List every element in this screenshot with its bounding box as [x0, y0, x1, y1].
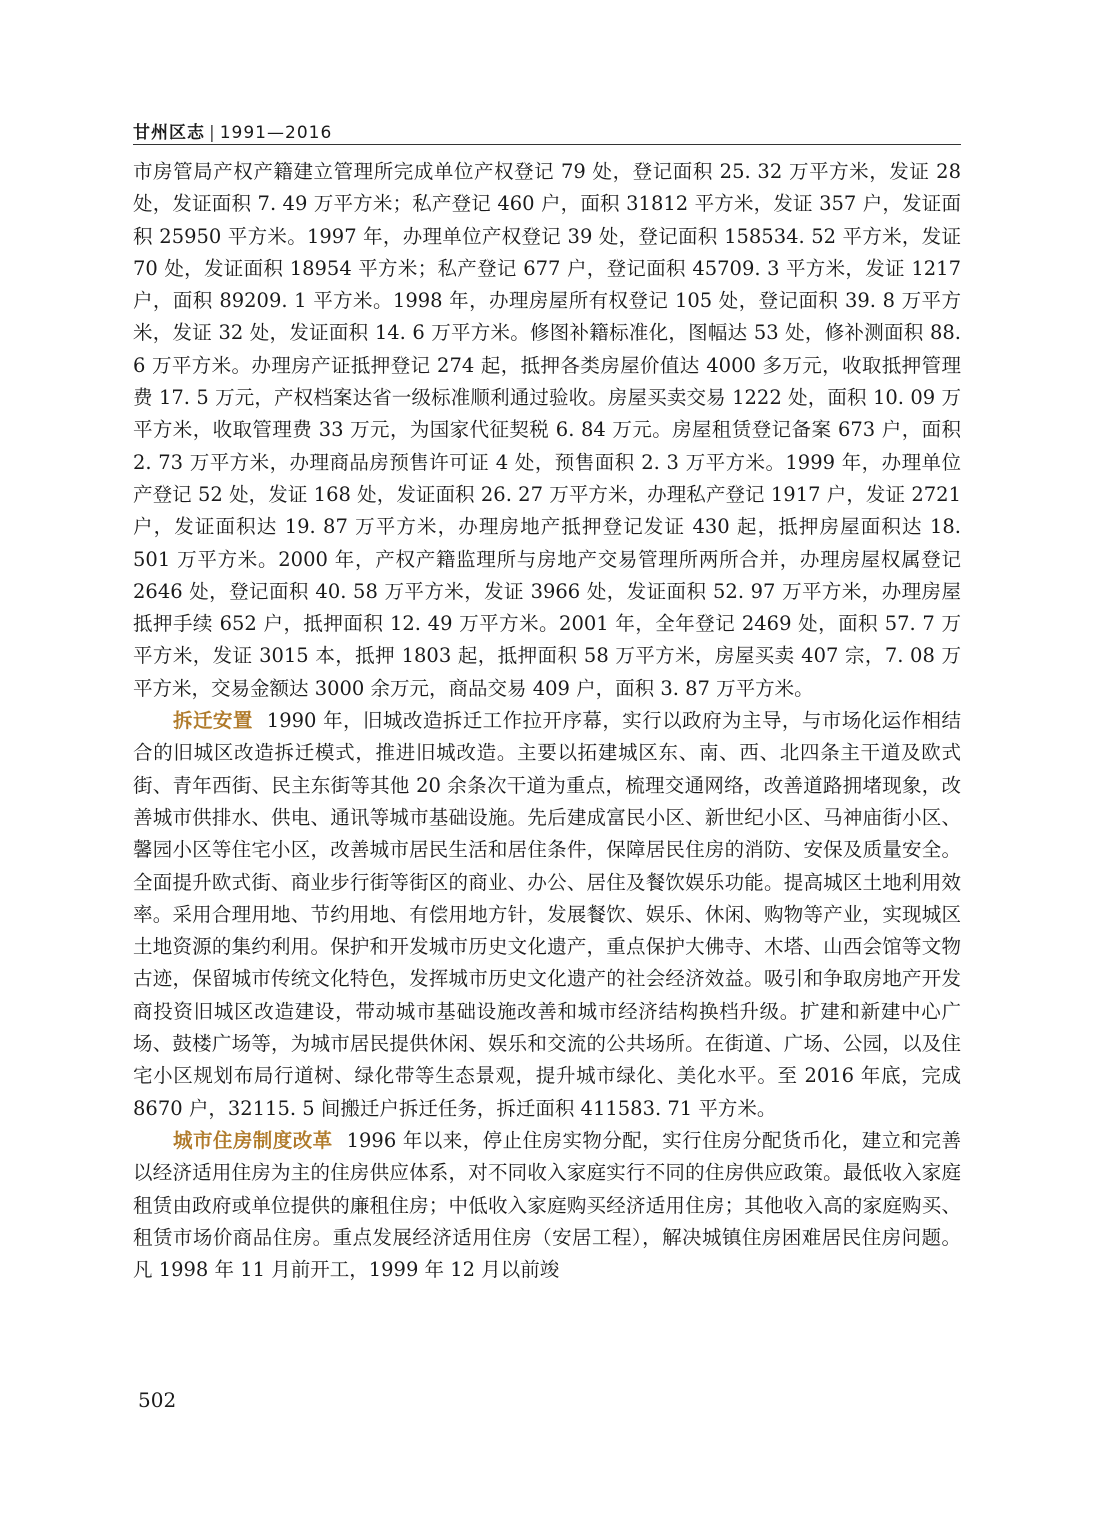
- section-heading-housing-reform: 城市住房制度改革: [173, 1128, 333, 1152]
- section-heading-demolition: 拆迁安置: [173, 709, 253, 733]
- paragraph-demolition-resettlement: [133, 705, 961, 1125]
- body-text: [133, 156, 961, 1286]
- paragraph-property-registration: 市房管局产权产籍建立管理所完成单位产权登记 79 处，登记面积 25. 32 万平方米，发证 28 处，发证面积 7. 49 万平方米；私产登记 460 户，面积 31812 平方米，发证 357 户，发证面积 25950 平方米。1997 年，办理单位产权登记 39 处，登记面积 158534. 52 平方米，发证 70 处，发证面积 18954 平方米；私产登记 677 户，登记面积 45709. 3 平方米，发证 1217 户，面积 89209. 1 平方米。1998 年，办理房屋所有权登记 105 处，登记面积 39. 8 万平方米，发证 32 处，发证面积 14. 6 万平方米。修图补籍标准化，图幅达 53 处，修补测面积 88. 6 万平方米。办理房产证抵押登记 274 起，抵押各类房屋价值达 4000 多万元，收取抵押管理费 17. 5 万元，产权档案达省一级标准顺利通过验收。房屋买卖交易 1222 处，面积 10. 09 万平方米，收取管理费 33 万元，为国家代征契税 6. 84 万元。房屋租赁登记备案 673 户，面积 2. 73 万平方米，办理商品房预售许可证 4 处，预售面积 2. 3 万平方米。1999 年，办理单位产登记 52 处，发证 168 处，发证面积 26. 27 万平方米，办理私产登记 1917 户，发证 2721 户，发证面积达 19. 87 万平方米，办理房地产抵押登记发证 430 起，抵押房屋面积达 18. 501 万平方米。2000 年，产权产籍监理所与房地产交易管理所两所合并，办理房屋权属登记 2646 处，登记面积 40. 58 万平方米，发证 3966 处，发证面积 52. 97 万平方米，办理房屋抵押手续 652 户，抵押面积 12. 49 万平方米。2001 年，全年登记 2469 处，面积 57. 7 万平方米，发证 3015 本，抵押 1803 起，抵押面积 58 万平方米，房屋买卖 407 宗，7. 08 万平方米，交易金额达 3000 余万元，商品交易 409 户，面积 3. 87 万平方米。: [133, 160, 961, 700]
- running-header: [133, 118, 961, 143]
- header-rule: [133, 144, 961, 145]
- paragraph-text: 1990 年，旧城改造拆迁工作拉开序幕，实行以政府为主导，与市场化运作相结合的旧城区改造拆迁模式，推进旧城改造。主要以拓建城区东、南、西、北四条主干道及欧式街、青年西街、民主东街等其他 20 余条次干道为重点，梳理交通网络，改善道路拥堵现象，改善城市供排水、供电、通讯等城市基础设施。先后建成富民小区、新世纪小区、马神庙街小区、馨园小区等住宅小区，改善城市居民生活和居住条件，保障居民住房的消防、安保及质量安全。全面提升欧式街、商业步行街等街区的商业、办公、居住及餐饮娱乐功能。提高城区土地利用效率。采用合理用地、节约用地、有偿用地方针，发展餐饮、娱乐、休闲、购物等产业，实现城区土地资源的集约利用。保护和开发城市历史文化遗产，重点保护大佛寺、木塔、山西会馆等文物古迹，保留城市传统文化特色，发挥城市历史文化遗产的社会经济效益。吸引和争取房地产开发商投资旧城区改造建设，带动城市基础设施改善和城市经济结构换档升级。扩建和新建中心广场、鼓楼广场等，为城市居民提供休闲、娱乐和交流的公共场所。在街道、广场、公园，以及住宅小区规划布局行道树、绿化带等生态景观，提升城市绿化、美化水平。至 2016 年底，完成 8670 户，32115. 5 间搬迁户拆迁任务，拆迁面积 411583. 71 平方米。: [133, 709, 961, 1120]
- paragraph-text: 1996 年以来，停止住房实物分配，实行住房分配货币化，建立和完善以经济适用住房为主的住房供应体系，对不同收入家庭实行不同的住房供应政策。最低收入家庭租赁由政府或单位提供的廉租住房；中低收入家庭购买经济适用住房；其他收入高的家庭购买、租赁市场价商品住房。重点发展经济适用住房（安居工程），解决城镇住房困难居民住房问题。凡 1998 年 11 月前开工，1999 年 12 月以前竣: [133, 1128, 961, 1282]
- paragraph-housing-reform: [133, 1125, 961, 1286]
- page-number: 502: [138, 1388, 177, 1412]
- header-separator: |: [209, 123, 216, 143]
- header-years: 1991—2016: [219, 123, 333, 143]
- book-title: 甘州区志: [133, 123, 205, 143]
